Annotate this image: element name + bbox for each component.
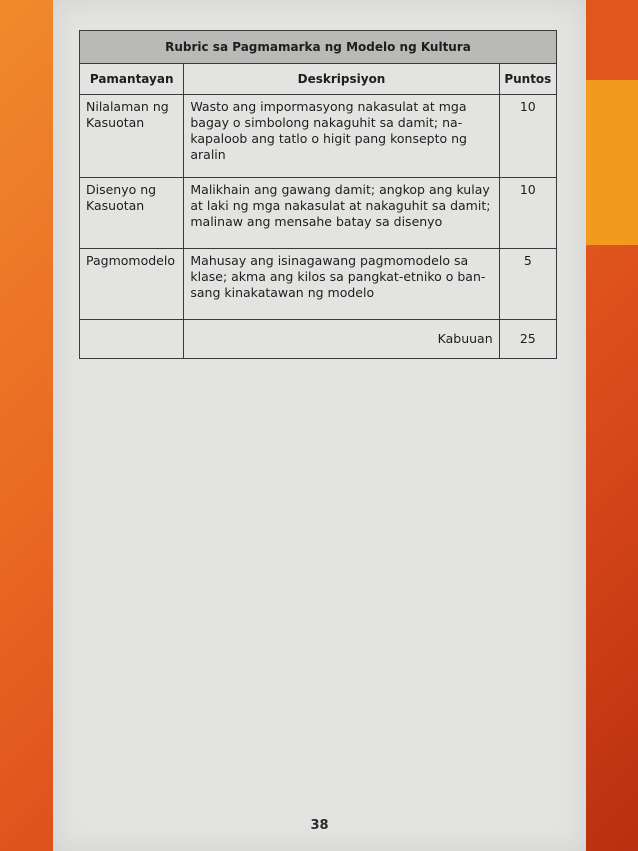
- points-cell: 10: [499, 95, 556, 178]
- criteria-cell: Pagmomodelo: [80, 249, 184, 320]
- empty-cell: [80, 320, 184, 359]
- points-header: Puntos: [499, 64, 556, 95]
- description-header: Deskripsiyon: [184, 64, 499, 95]
- rubric-row: [80, 249, 557, 320]
- rubric-table: [79, 30, 557, 359]
- document-page: [53, 0, 586, 851]
- points-cell: 5: [499, 249, 556, 320]
- description-cell: Malikhain ang gawang damit; angkop ang kulay at laki ng mga nakasulat at nakaguhit sa damit; malinaw ang mensahe batay sa disenyo: [184, 178, 499, 249]
- page-number: 38: [310, 818, 329, 833]
- points-cell: 10: [499, 178, 556, 249]
- description-cell: Mahusay ang isinagawang pagmomodelo sa klase; akma ang kilos sa pangkat-etniko o ban-sang kinakatawan ng modelo: [184, 249, 499, 320]
- total-label: Kabuuan: [184, 320, 499, 359]
- criteria-header: Pamantayan: [80, 64, 184, 95]
- rubric-title-row: [80, 31, 557, 64]
- rubric-header-row: [80, 64, 557, 95]
- rubric-row: [80, 95, 557, 178]
- total-points: 25: [499, 320, 556, 359]
- accent-bar-top: [586, 0, 638, 80]
- criteria-cell: Nilalaman ng Kasuotan: [80, 95, 184, 178]
- accent-bar: [586, 80, 638, 245]
- criteria-cell: Disenyo ng Kasuotan: [80, 178, 184, 249]
- rubric-total-row: [80, 320, 557, 359]
- rubric-row: [80, 178, 557, 249]
- rubric-title: Rubric sa Pagmamarka ng Modelo ng Kultura: [80, 31, 557, 64]
- description-cell: Wasto ang impormasyong nakasulat at mga bagay o simbolong nakaguhit sa damit; na-kapaloob ang tatlo o higit pang konsepto ng aralin: [184, 95, 499, 178]
